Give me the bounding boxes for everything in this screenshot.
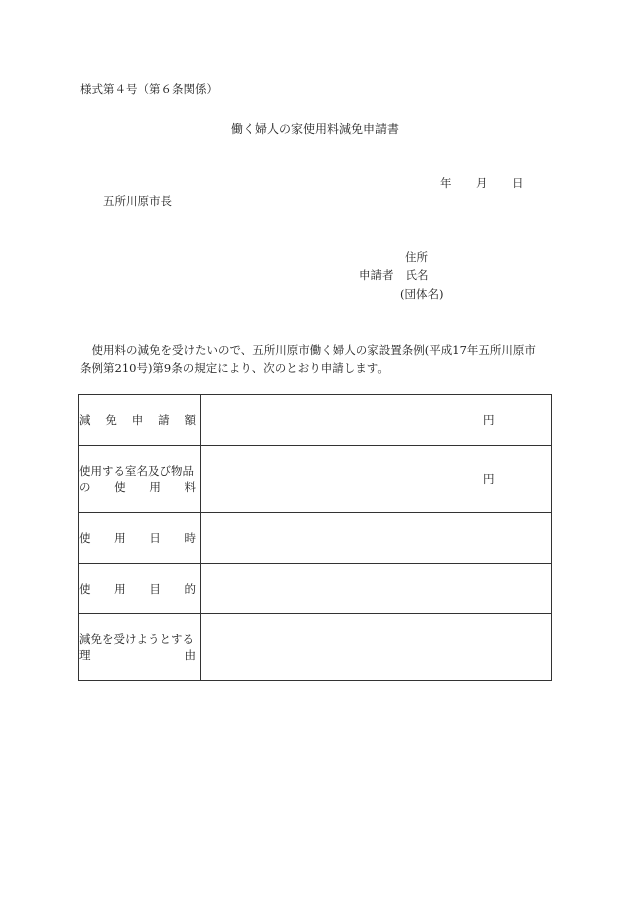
field-exemption-amount[interactable] bbox=[201, 395, 552, 446]
field-usage-datetime[interactable] bbox=[201, 513, 552, 564]
yen-unit: 円 bbox=[483, 413, 495, 427]
table-row bbox=[79, 614, 552, 681]
label-exemption-amount: 減 免 申 請 額 bbox=[79, 395, 201, 446]
organization-label: (団体名) bbox=[400, 287, 444, 301]
date-day-label: 日 bbox=[512, 176, 524, 190]
label-usage-datetime: 使 用 日 時 bbox=[79, 513, 201, 564]
statement-line-2: 条例第210号)第9条の規定により、次のとおり申請します。 bbox=[80, 361, 389, 375]
yen-unit: 円 bbox=[483, 472, 495, 486]
label-usage-purpose: 使 用 目 的 bbox=[79, 564, 201, 614]
table-row bbox=[79, 446, 552, 513]
applicant-label: 申請者 bbox=[359, 268, 394, 282]
application-statement bbox=[80, 341, 560, 377]
date-year-label: 年 bbox=[440, 176, 452, 190]
application-form-table bbox=[78, 394, 552, 681]
field-room-and-item-fee[interactable] bbox=[201, 446, 552, 513]
date-month-label: 月 bbox=[476, 176, 488, 190]
statement-line-1: 使用料の減免を受けたいので、五所川原市働く婦人の家設置条例(平成17年五所川原市 bbox=[80, 343, 536, 357]
field-exemption-reason[interactable] bbox=[201, 614, 552, 681]
applicant-label-line bbox=[359, 267, 429, 283]
form-number: 様式第４号（第６条関係） bbox=[80, 82, 218, 96]
label-room-and-item-fee: 使用する室名及び物品 の 使 用 料 bbox=[79, 446, 201, 513]
field-usage-purpose[interactable] bbox=[201, 564, 552, 614]
addressee: 五所川原市長 bbox=[103, 194, 172, 208]
name-label: 氏名 bbox=[405, 268, 429, 282]
table-row bbox=[79, 564, 552, 614]
table-row bbox=[79, 395, 552, 446]
address-label: 住所 bbox=[405, 250, 428, 264]
document-title: 働く婦人の家使用料減免申請書 bbox=[230, 122, 399, 136]
date-line bbox=[440, 175, 524, 191]
label-exemption-reason: 減免を受けようとする 理 由 bbox=[79, 614, 201, 681]
table-row bbox=[79, 513, 552, 564]
